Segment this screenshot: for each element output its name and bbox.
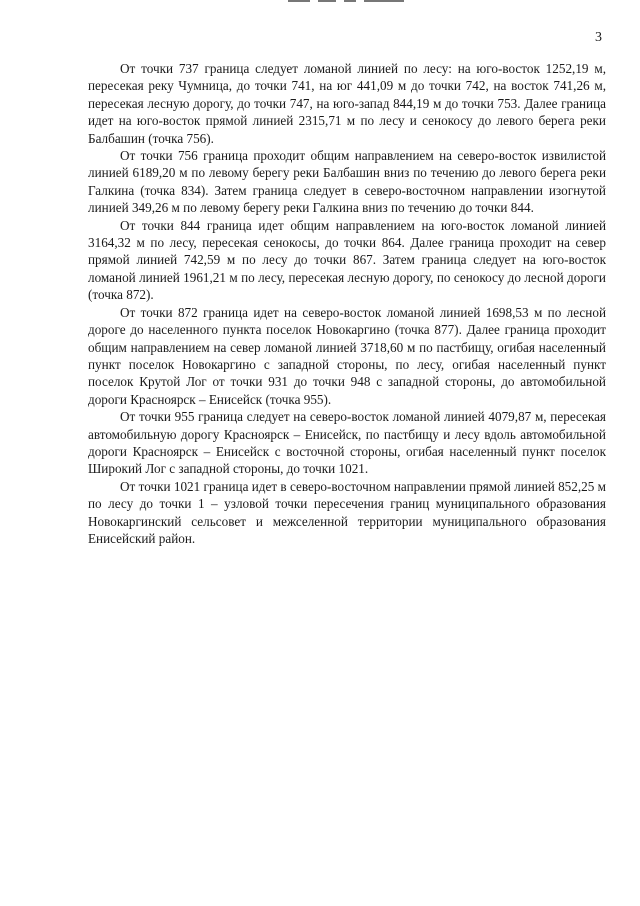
paragraph: От точки 955 граница следует на северо-восток ломаной линией 4079,87 м, пересекая автомобильную дорогу Красноярск – Енисейск, по пастбищу и лесу вдоль автомобильной дороги Красноярск – Енисейск с восточной стороны, огибая населенный пункт поселок Широкий Лог с западной стороны, до точки 1021.	[88, 409, 606, 477]
page-number: 3	[595, 30, 602, 45]
paragraph: От точки 844 граница идет общим направлением на юго-восток ломаной линией 3164,32 м по лесу, пересекая сенокосы, до точки 864. Далее граница проходит на север прямой линией 742,59 м по лесу до точки 867. Затем граница следует на юго-восток ломаной линией 1961,21 м по лесу, пересекая лесную дорогу, по сенокосу до лесной дороги (точка 872).	[88, 217, 606, 303]
paragraph: От точки 737 граница следует ломаной линией по лесу: на юго-восток 1252,19 м, пересекая реку Чумница, до точки 741, на юг 441,09 м до точки 742, на восток 741,26 м, пересекая лесную дорогу, до точки 747, на юго-запад 844,19 м до точки 753. Далее граница идет на юго-восток прямой линией 2315,71 м по лесу и сенокосу до левого берега реки Балбашин (точка 756).	[88, 61, 606, 146]
paragraph: От точки 756 граница проходит общим направлением на северо-восток извилистой линией 6189,20 м по левому берегу реки Балбашин вниз по течению до левого берега реки Галкина (точка 834). Затем граница следует в северо-восточном направлении изогнутой линией 349,26 м по левому берегу реки Галкина вниз по течению до точки 844.	[88, 148, 606, 216]
document-body	[88, 60, 606, 547]
scan-edge-marks	[288, 0, 428, 3]
paragraph: От точки 1021 граница идет в северо-восточном направлении прямой линией 852,25 м по лесу до точки 1 – узловой точки пересечения границ муниципального образования Новокаргинский сельсовет и межселенной территории муниципального образования Енисейский район.	[88, 478, 606, 546]
paragraph: От точки 872 граница идет на северо-восток ломаной линией 1698,53 м по лесной дороге до населенного пункта поселок Новокаргино (точка 877). Далее граница проходит общим направлением на север ломаной линией 3718,60 м по пастбищу, огибая населенный пункт поселок Новокаргино с западной стороны, по лесу, огибая населенный пункт поселок Крутой Лог от точки 931 до точки 948 с западной стороны, до автомобильной дороги Красноярск – Енисейск (точка 955).	[88, 304, 606, 407]
